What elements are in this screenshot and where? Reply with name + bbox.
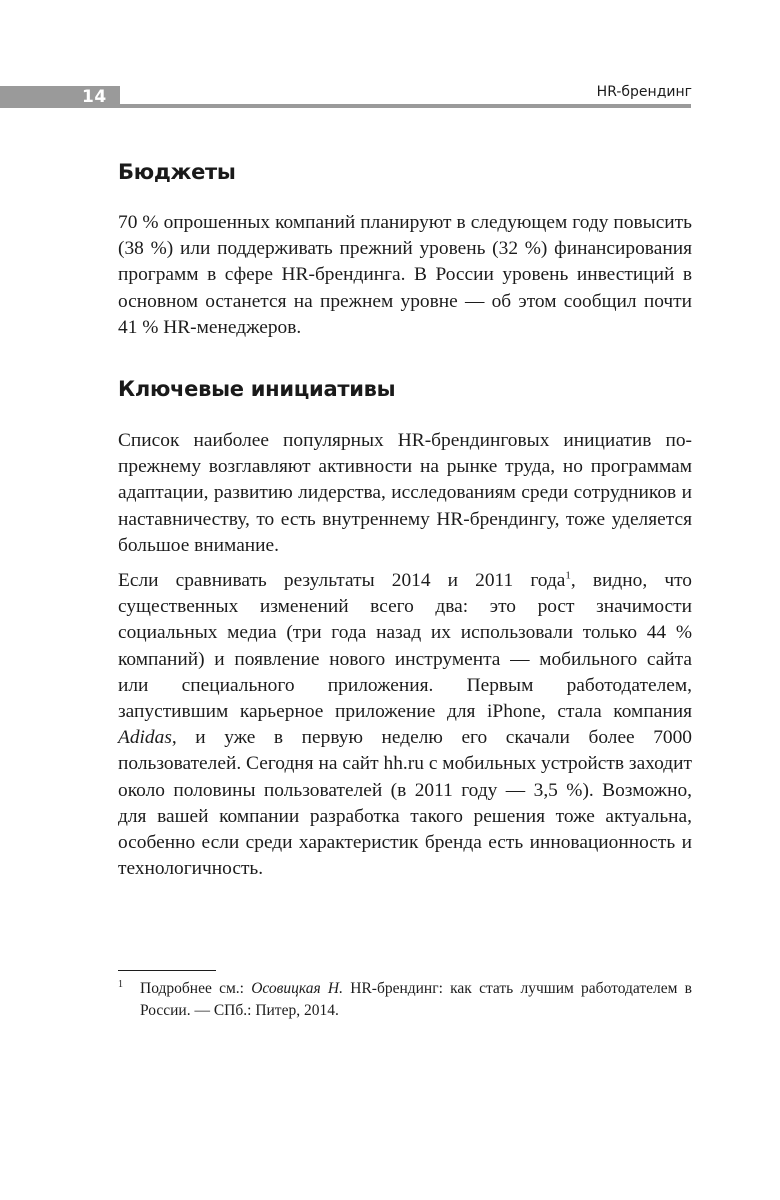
footnote-citation: HR-брендинг: как стать лучшим работодателем в России. — СПб.: Питер, 2014. [140, 980, 692, 1019]
section-title-key-initiatives: Ключевые инициативы [118, 377, 396, 402]
footnote-author: Осовицкая Н. [251, 980, 343, 997]
page-number: 14 [82, 87, 107, 107]
paragraph-2-text-end: , и уже в первую неделю его скачали более 7000 пользователей. Сегодня на сайт hh.ru с мобильных устройств заходит около половины пользователей (в 2011 году — 3,5 %). Возможно, для вашей компании разработка такого решения тоже актуальна, особенно если среди характеристик бренда есть инновационность и технологичность. [118, 727, 692, 880]
initiatives-paragraph-2 [118, 568, 692, 882]
footnote-reference[interactable]: 1 [565, 569, 571, 582]
section-title-budgets: Бюджеты [118, 160, 236, 184]
budgets-paragraph: 70 % опрошенных компаний планируют в следующем году повысить (38 %) или поддерживать прежний уровень (32 %) финансирования программ в сфере HR-брендинга. В России уровень инвестиций в основном останется на прежнем уровне — об этом сообщил почти 41 % HR-менеджеров. [118, 212, 692, 338]
footnote-prefix: Подробнее см.: [140, 980, 252, 997]
footnote-text [118, 978, 692, 1022]
company-name-italic: Adidas [118, 727, 172, 749]
footnote-mark: 1 [118, 979, 123, 990]
initiatives-paragraph-1: Список наиболее популярных HR-брендинговых инициатив по-прежнему возглавляют активности на рынке труда, но программам адаптации, развитию лидерства, исследованиям среди сотрудников и наставничеству, то есть внутреннему HR-брендингу, тоже уделяется большое внимание. [118, 430, 692, 556]
footnote-divider [118, 970, 216, 971]
running-title: HR-брендинг [596, 84, 692, 100]
footnote [118, 978, 692, 1022]
header-rule [120, 104, 691, 108]
paragraph-2-text-start: Если сравнивать результаты 2014 и 2011 года [118, 570, 566, 592]
paragraph-2-text-middle: , видно, что существенных изменений всего два: это рост значимости социальных медиа (три года назад их использовали только 44 % компаний) и появление нового инструмента — мобильного сайта или специального приложения. Первым работодателем, запустившим карьерное приложение для iPhone, стала компания [118, 570, 692, 723]
main-content [118, 160, 692, 882]
